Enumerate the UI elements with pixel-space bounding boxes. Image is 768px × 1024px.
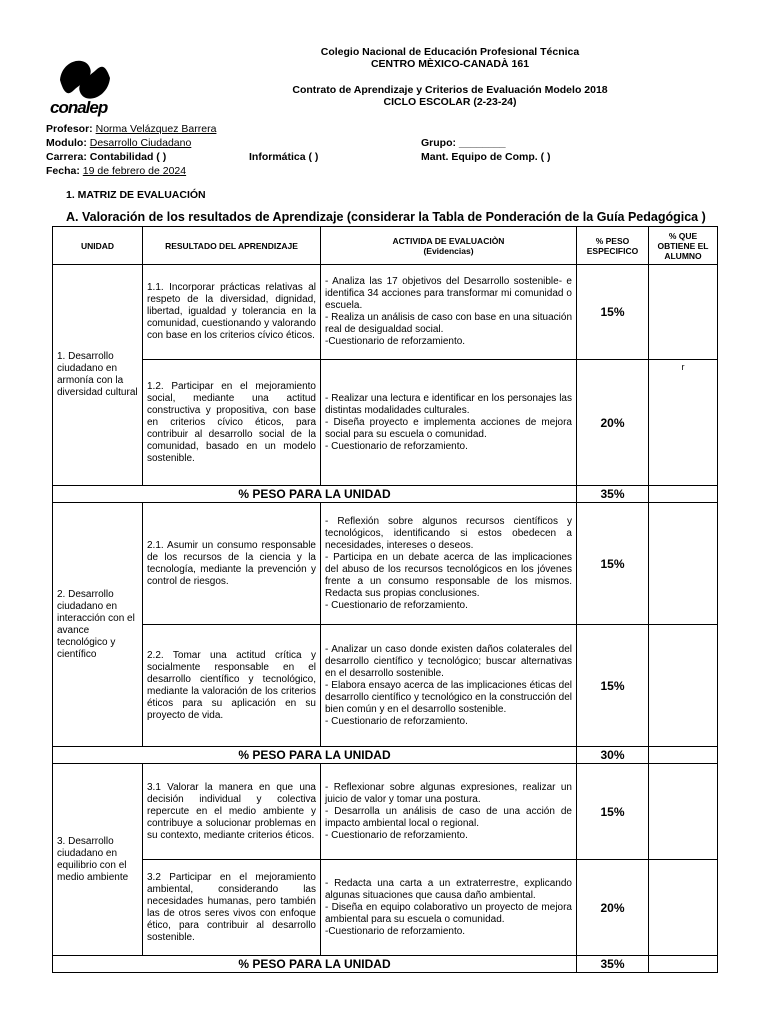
table-header-row (53, 227, 718, 265)
unidad-1-peso-total: 35% (577, 486, 649, 503)
header-line3: Contrato de Aprendizaje y Criterios de Evaluación Modelo 2018 (292, 84, 608, 96)
unidad-1-peso-label: % PESO PARA LA UNIDAD (53, 486, 577, 503)
table-row (53, 360, 718, 486)
fecha-line: Fecha: 19 de febrero de 2024 (46, 165, 187, 177)
table-row (53, 503, 718, 625)
ra-3-1: 3.1 Valorar la manera en que una decisión individual y colectiva repercute en el medio ambiente y contribuye a solucionar problemas en su contexto, mediante criterios éticos. (143, 764, 321, 860)
unidad-2-name: 2. Desarrollo ciudadano en interacción con el avance tecnológico y científico (53, 503, 143, 747)
profesor-line: Profesor: Norma Velázquez Barrera (46, 123, 446, 135)
table-row (53, 764, 718, 860)
obtiene-3-2[interactable] (649, 860, 718, 956)
table-row (53, 860, 718, 956)
header-peso: % PESO ESPECIFICO (577, 227, 649, 265)
logo-text: conalep (50, 98, 108, 117)
unidad-1-obtiene[interactable] (649, 486, 718, 503)
ra-3-2: 3.2 Participar en el mejoramiento ambiental, considerando las necesidades humanas, pero también las de otros seres vivos con enfoque ético, para contribuir al desarrollo sostenible. (143, 860, 321, 956)
unit-total-row (53, 956, 718, 973)
actividad-3-1: - Reflexionar sobre algunas expresiones, realizar un juicio de valor y tomar una postura. - Desarrolla un análisis de caso de una acción de impacto ambiental local o regional. - Cuestionario de reforzamiento. (321, 764, 577, 860)
section-title-valoracion: A. Valoración de los resultados de Aprendizaje (considerar la Tabla de Ponderación de la Guía Pedagógica ) (66, 210, 706, 224)
peso-1-2: 20% (577, 360, 649, 486)
unit-total-row (53, 747, 718, 764)
unidad-2-peso-label: % PESO PARA LA UNIDAD (53, 747, 577, 764)
header-line2: CENTRO MÈXICO-CANADÀ 161 (370, 58, 530, 70)
header-resultado: RESULTADO DEL APRENDIZAJE (143, 227, 321, 265)
unidad-3-name: 3. Desarrollo ciudadano en equilibrio con el medio ambiente (53, 764, 143, 956)
actividad-3-2: - Redacta una carta a un extraterrestre, explicando algunas situaciones que causa daño ambiental. - Diseña en equipo colaborativo un proyecto de mejora ambiental para su escuela o comunidad. -Cuestionario de reforzamiento. (321, 860, 577, 956)
header-line1: Colegio Nacional de Educación Profesional Técnica (320, 46, 580, 58)
unit-total-row (53, 486, 718, 503)
peso-2-2: 15% (577, 625, 649, 747)
header-line4: CICLO ESCOLAR (2-23-24) (383, 96, 517, 108)
modulo-line: Modulo: Desarrollo Ciudadano (46, 137, 280, 149)
evaluation-table (52, 226, 718, 973)
peso-3-2: 20% (577, 860, 649, 956)
unidad-1-name: 1. Desarrollo ciudadano en armonía con la diversidad cultural (53, 265, 143, 486)
unidad-3-peso-total: 35% (577, 956, 649, 973)
ra-1-1: 1.1. Incorporar prácticas relativas al respeto de la diversidad, dignidad, libertad, igualdad y tolerancia en la comunidad, cuestionando y valorando con base en los criterios cívico éticos. (143, 265, 321, 360)
profesor-value: Norma Velázquez Barrera (95, 123, 217, 135)
grupo-value: ________ (458, 137, 506, 149)
obtiene-1-2[interactable]: r (649, 360, 718, 486)
header-actividad: ACTIVIDA DE EVALUACIÒN (Evidencias) (321, 227, 577, 265)
carrera-informatica: Informática ( ) (249, 151, 319, 163)
fecha-value: 19 de febrero de 2024 (82, 165, 187, 177)
peso-3-1: 15% (577, 764, 649, 860)
unidad-3-obtiene[interactable] (649, 956, 718, 973)
obtiene-2-1[interactable] (649, 503, 718, 625)
ra-1-2: 1.2. Participar en el mejoramiento social, mediante una actitud constructiva y propositiva, con base en criterios cívico éticos, para contribuir al desarrollo social de la comunidad, basado en un modelo sostenible. (143, 360, 321, 486)
carrera-mantenimiento: Mant. Equipo de Comp. ( ) (421, 151, 551, 163)
grupo-line: Grupo: ________ (421, 137, 506, 149)
header-unidad: UNIDAD (53, 227, 143, 265)
table-row (53, 625, 718, 747)
obtiene-3-1[interactable] (649, 764, 718, 860)
section-title-matriz: 1. MATRIZ DE EVALUACIÓN (66, 189, 206, 201)
modulo-value: Desarrollo Ciudadano (89, 137, 192, 149)
unidad-3-peso-label: % PESO PARA LA UNIDAD (53, 956, 577, 973)
actividad-2-2: - Analizar un caso donde existen daños colaterales del desarrollo científico y tecnológico; buscar alternativas en el desarrollo sostenible. - Elabora ensayo acerca de las implicaciones éticas del desarrollo científico y tecnológico en la construcción del bien común y en el desarrollo sostenible. - Cuestionario de reforzamiento. (321, 625, 577, 747)
header-obtiene: % QUE OBTIENE EL ALUMNO (649, 227, 718, 265)
peso-1-1: 15% (577, 265, 649, 360)
obtiene-2-2[interactable] (649, 625, 718, 747)
ra-2-2: 2.2. Tomar una actitud crítica y socialmente responsable en el desarrollo científico y tecnológico, mediante la valoración de los criterios éticos para su aplicación en su proyecto de vida. (143, 625, 321, 747)
carrera-line: Carrera: Contabilidad ( ) (46, 151, 167, 163)
obtiene-1-1[interactable] (649, 265, 718, 360)
unidad-2-obtiene[interactable] (649, 747, 718, 764)
actividad-2-1: - Reflexión sobre algunos recursos científicos y tecnológicos, identificando si estos obedecen a necesidades, intereses o deseos. - Participa en un debate acerca de las implicaciones del abuso de los recursos tecnológicos en los jóvenes frente a un consumo responsable de los mismos. Redacta sus propias conclusiones. - Cuestionario de reforzamiento. (321, 503, 577, 625)
ra-2-1: 2.1. Asumir un consumo responsable de los recursos de la ciencia y la tecnología, mediante la prevención y control de riesgos. (143, 503, 321, 625)
actividad-1-1: - Analiza las 17 objetivos del Desarrollo sostenible- e identifica 34 acciones para transformar mi comunidad o escuela. - Realiza un análisis de caso con base en una situación real de desigualdad social. -Cuestionario de reforzamiento. (321, 265, 577, 360)
peso-2-1: 15% (577, 503, 649, 625)
table-row (53, 265, 718, 360)
unidad-2-peso-total: 30% (577, 747, 649, 764)
carrera-contabilidad: Contabilidad ( ) (89, 151, 167, 163)
actividad-1-2: - Realizar una lectura e identificar en los personajes las distintas modalidades culturales. - Diseña proyecto e implementa acciones de mejora social para su escuela o comunidad. - Cuestionario de reforzamiento. (321, 360, 577, 486)
